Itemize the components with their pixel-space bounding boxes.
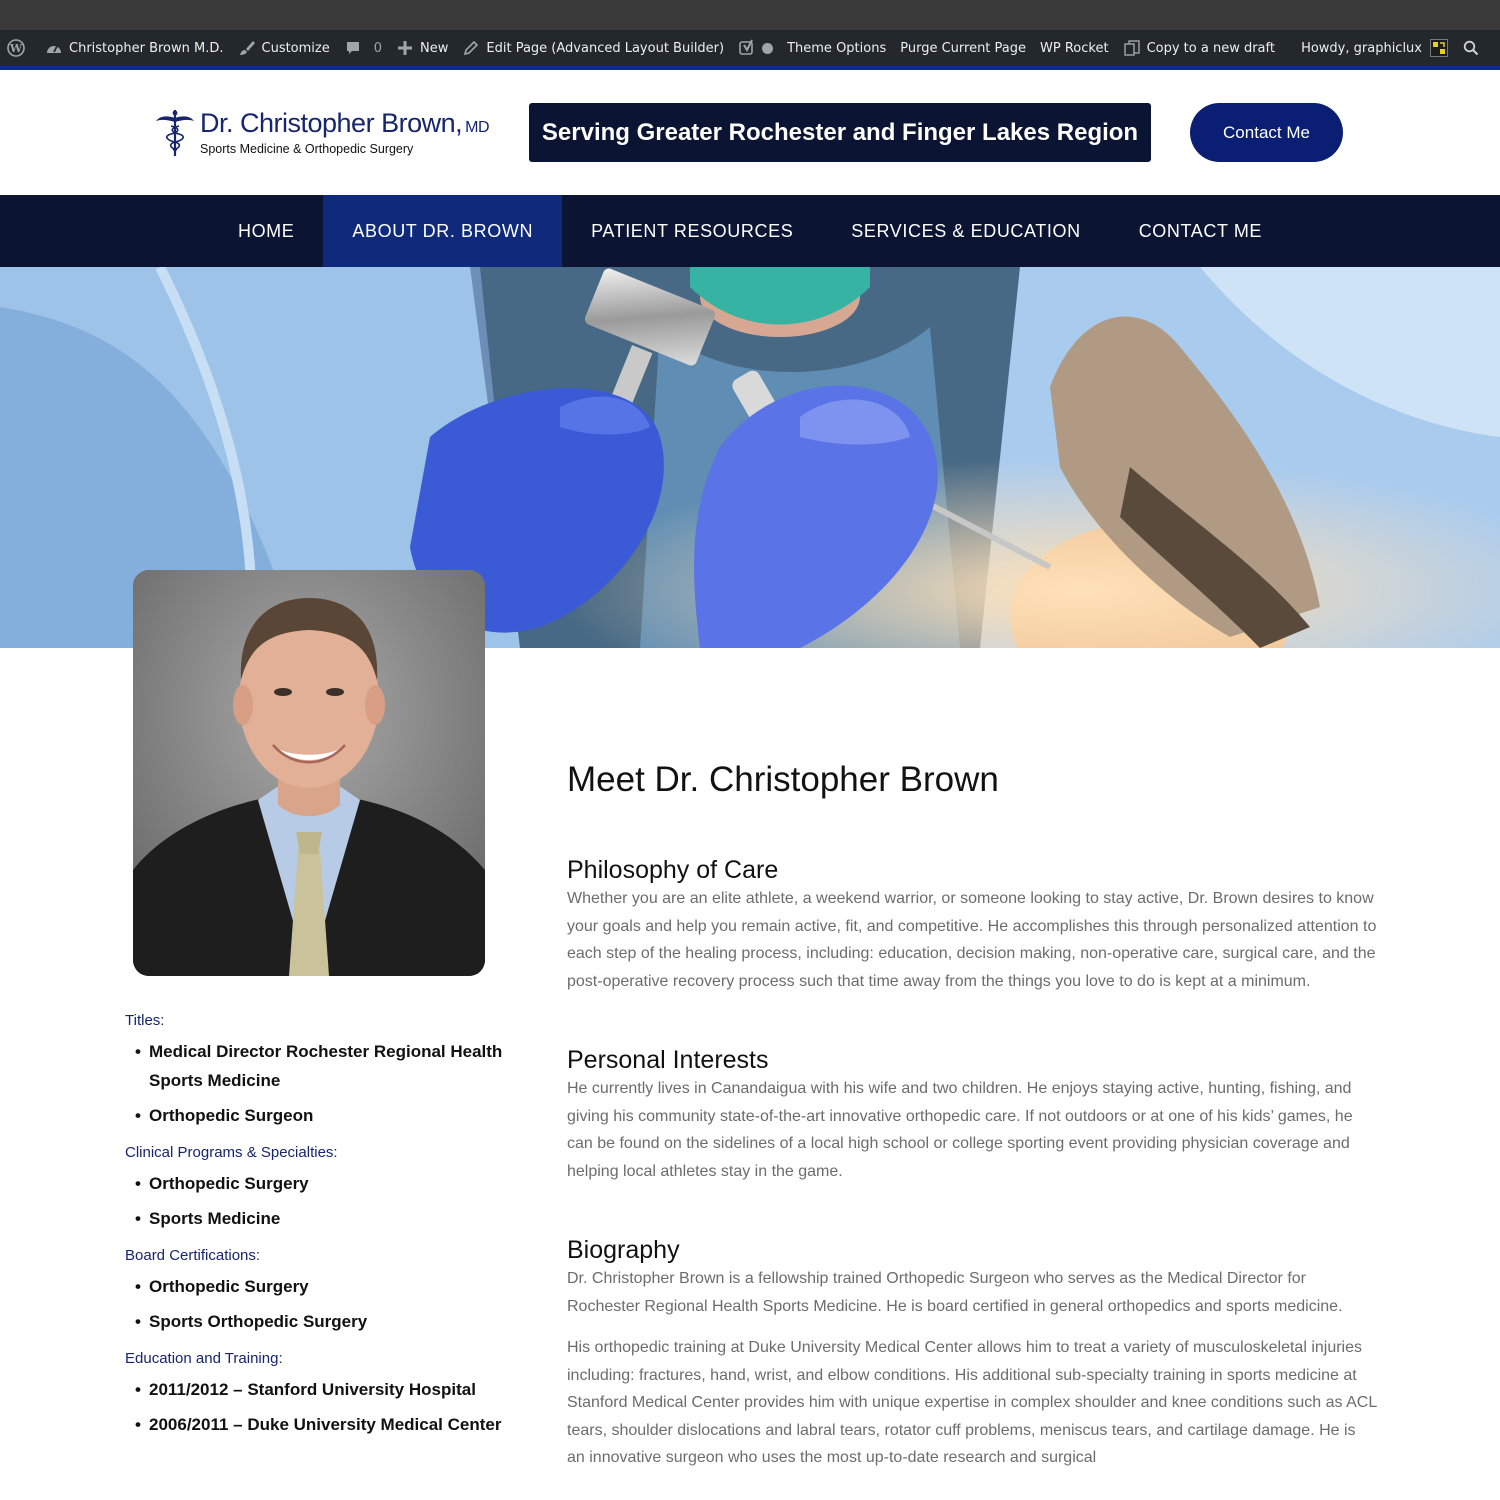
biography-text-2: His orthopedic training at Duke University Medical Center allows him to treat a variety of musculoskeletal injuries including: fractures, hand, wrist, and elbow conditions. His additional sub-specialty training in sports medicine at Stanford Medical Center provides him with unique expertise in complex shoulder and knee conditions such as ACL tears, shoulder dislocations and labral tears, rotator cuff problems, meniscus tears, and cartilage damage. He is an innovative surgeon who uses the most up-to-date research and surgical xyxy=(567,1339,1377,1466)
biography-text-1: Dr. Christopher Brown is a fellowship trained Orthopedic Surgeon who serves as the Medical Director for Rochester Regional Health Sports Medicine. He is board certified in general orthopedics and sports medicine. xyxy=(567,1270,1343,1315)
search-button[interactable] xyxy=(1455,30,1500,66)
yoast-icon xyxy=(738,39,756,57)
customize-label: Customize xyxy=(261,40,330,56)
theme-options-label: Theme Options xyxy=(787,40,887,56)
site-name-menu[interactable] xyxy=(38,30,231,66)
nav-item-home[interactable]: HOME xyxy=(237,220,295,241)
copy-draft-label: Copy to a new draft xyxy=(1146,40,1275,56)
philosophy-section xyxy=(567,855,1377,995)
howdy-label: Howdy, graphiclux xyxy=(1301,40,1422,56)
education-label: Education and Training: xyxy=(125,1350,283,1367)
main-nav xyxy=(0,195,1500,267)
nav-item-patient-resources[interactable]: PATIENT RESOURCES xyxy=(591,220,794,241)
wp-logo-menu[interactable] xyxy=(0,30,38,66)
logo-text xyxy=(200,108,489,156)
list-item: • 2011/2012 – Stanford University Hospital xyxy=(125,1375,505,1404)
tagline-banner: Serving Greater Rochester and Finger Lakes Region xyxy=(529,103,1151,162)
programs-label: Clinical Programs & Specialties: xyxy=(125,1144,338,1161)
wp-rocket-label: WP Rocket xyxy=(1040,40,1109,56)
interests-title: Personal Interests xyxy=(567,1046,769,1074)
biography-section xyxy=(567,1235,1377,1472)
biography-title: Biography xyxy=(567,1236,680,1264)
admin-bar-right xyxy=(1294,30,1500,66)
list-item: • Orthopedic Surgery xyxy=(125,1272,505,1301)
list-item: • Orthopedic Surgery xyxy=(125,1169,505,1198)
list-item: • Orthopedic Surgeon xyxy=(125,1101,505,1130)
main-content xyxy=(567,760,1377,1500)
browser-top-band xyxy=(0,0,1500,30)
list-item: • Sports Orthopedic Surgery xyxy=(125,1307,505,1336)
doctor-details-sidebar xyxy=(125,1012,505,1453)
logo-name-text: Dr. Christopher Brown, xyxy=(200,108,463,138)
boards-label: Board Certifications: xyxy=(125,1247,261,1264)
new-content-menu[interactable] xyxy=(389,30,455,66)
list-item: • Sports Medicine xyxy=(125,1204,505,1233)
customize-link[interactable] xyxy=(231,30,337,66)
titles-list xyxy=(125,1037,505,1130)
copy-icon xyxy=(1123,39,1141,57)
status-dot-icon xyxy=(762,43,773,54)
purge-label: Purge Current Page xyxy=(900,40,1027,56)
comment-icon xyxy=(344,39,362,57)
boards-group xyxy=(125,1247,505,1336)
nav-item-services[interactable]: SERVICES & EDUCATION xyxy=(851,220,1081,241)
my-account-menu[interactable] xyxy=(1294,30,1455,66)
pencil-icon xyxy=(462,39,480,57)
list-item: • 2006/2011 – Duke University Medical Center xyxy=(125,1410,505,1439)
contact-me-button[interactable]: Contact Me xyxy=(1190,103,1343,162)
titles-group xyxy=(125,1012,505,1130)
copy-draft-link[interactable] xyxy=(1116,30,1282,66)
comments-link[interactable] xyxy=(337,30,389,66)
philosophy-text: Whether you are an elite athlete, a weekend warrior, or someone looking to stay active, Dr. Brown desires to know your goals and help you remain active, fit, and competitive. He accomplishes this through personalized attention to each step of the healing process, including: education, decision making, non-operative care, surgical care, and the post-operative recovery process such that time away from the things you love to do is kept at a minimum. xyxy=(567,890,1377,990)
comments-count: 0 xyxy=(373,40,383,56)
wp-rocket-menu[interactable] xyxy=(1033,30,1116,66)
education-group xyxy=(125,1350,505,1439)
wordpress-icon xyxy=(7,39,25,57)
yoast-seo-menu[interactable] xyxy=(731,30,780,66)
dashboard-icon xyxy=(45,39,63,57)
list-item: • Medical Director Rochester Regional Health Sports Medicine xyxy=(125,1037,505,1095)
site-name-label: Christopher Brown M.D. xyxy=(69,40,224,56)
new-label: New xyxy=(420,40,449,56)
titles-label: Titles: xyxy=(125,1012,165,1029)
interests-text: He currently lives in Canandaigua with his wife and two children. He enjoys staying active, hunting, fishing, and giving his community state-of-the-art innovative orthopedic care. If not outdoors or at one of his kids’ games, he can be found on the sidelines of a local high school or college sporting event providing physician coverage and helping local athletes stay in the game. xyxy=(567,1080,1353,1180)
search-icon xyxy=(1462,39,1480,57)
doctor-portrait xyxy=(133,570,485,976)
caduceus-icon xyxy=(154,108,196,158)
page-title: Meet Dr. Christopher Brown xyxy=(567,760,999,799)
svg-text:W: W xyxy=(9,42,23,55)
edit-page-label: Edit Page (Advanced Layout Builder) xyxy=(486,40,725,56)
site-header xyxy=(0,70,1500,195)
interests-section xyxy=(567,1045,1377,1185)
edit-page-link[interactable] xyxy=(455,30,731,66)
logo-name xyxy=(200,108,489,143)
philosophy-title: Philosophy of Care xyxy=(567,856,779,884)
site-logo[interactable] xyxy=(154,108,494,160)
programs-group xyxy=(125,1144,505,1233)
logo-subtitle: Sports Medicine & Orthopedic Surgery xyxy=(200,142,414,156)
purge-page-link[interactable] xyxy=(893,30,1033,66)
avatar xyxy=(1430,39,1448,57)
wp-admin-bar xyxy=(0,30,1500,66)
education-list xyxy=(125,1375,505,1439)
brush-icon xyxy=(238,39,256,57)
nav-item-about[interactable]: ABOUT DR. BROWN xyxy=(323,195,562,267)
boards-list xyxy=(125,1272,505,1336)
logo-md: MD xyxy=(465,119,489,136)
nav-item-contact[interactable]: CONTACT ME xyxy=(1138,220,1263,241)
theme-options-link[interactable] xyxy=(780,30,893,66)
programs-list xyxy=(125,1169,505,1233)
plus-icon xyxy=(396,39,414,57)
